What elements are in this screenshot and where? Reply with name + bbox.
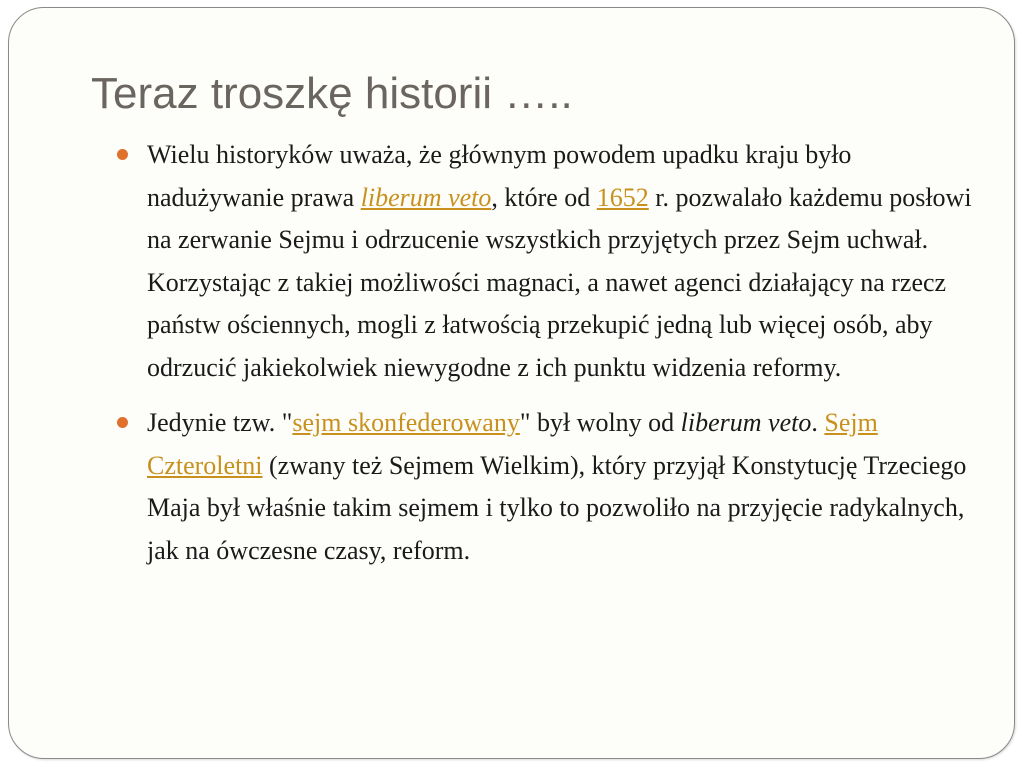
sejm-skonfederowany-link[interactable]: sejm skonfederowany xyxy=(292,408,520,437)
text-run: . xyxy=(811,408,825,437)
text-run: (zwany też Sejmem Wielkim), który przyjął Konstytucję Trzeciego Maja był właśnie takim sejmem i tylko to pozwoliło na przyjęcie radykalnych, jak na ówczesne czasy, reform. xyxy=(147,450,967,565)
bullet-icon xyxy=(117,149,128,160)
text-run: Jedynie tzw. " xyxy=(147,408,293,437)
text-run: Wielu historyków uważa, że głównym powodem upadku kraju było nadużywanie prawa xyxy=(147,140,852,212)
bullet-list xyxy=(113,134,973,572)
bullet-icon xyxy=(117,417,128,428)
slide-title: Teraz troszkę historii ….. xyxy=(91,69,573,118)
liberum-veto-link[interactable]: liberum veto xyxy=(360,182,492,212)
bullet-item-1 xyxy=(113,134,973,389)
year-1652-link[interactable]: 1652 xyxy=(596,182,649,212)
text-run: , które od xyxy=(491,182,597,212)
slide xyxy=(8,7,1015,759)
liberum-veto-italic: liberum veto xyxy=(680,408,812,437)
sejm-czteroletni-link[interactable]: Sejm Czteroletni xyxy=(147,408,878,480)
bullet-item-2 xyxy=(113,402,973,572)
text-run: " był wolny od xyxy=(519,408,681,437)
text-run: r. pozwalało każdemu posłowi na zerwanie Sejmu i odrzucenie wszystkich przyjętych przez Sejm uchwał. Korzystając z takiej możliwości magnaci, a nawet agenci działający na rzecz państw ościennych, mogli z łatwością przekupić jedną lub więcej osób, aby odrzucić jakiekolwiek niewygodne z ich punktu widzenia reformy. xyxy=(147,182,972,382)
